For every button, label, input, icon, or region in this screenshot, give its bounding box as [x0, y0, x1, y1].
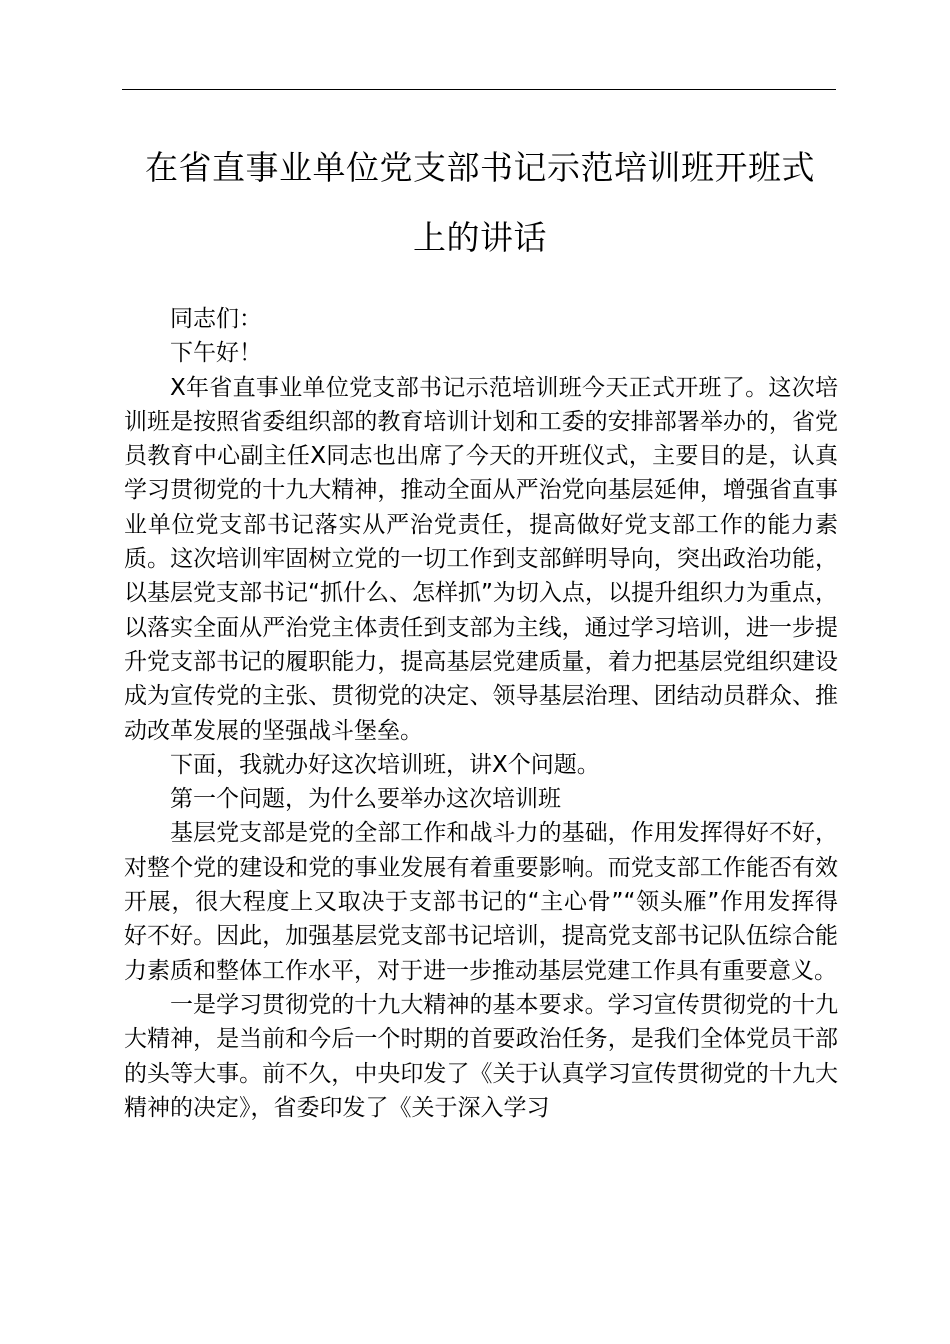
- paragraph-importance: 基层党支部是党的全部工作和战斗力的基础，作用发挥得好不好，对整个党的建设和党的事业发展有着重要影响。而党支部工作能否有效开展，很大程度上又取决于支部书记的“主心骨”“领头雁”作用发挥得好不好。因此，加强基层党支部书记培训，提高党支部书记队伍综合能力素质和整体工作水平，对于进一步推动基层党建工作具有重要意义。: [124, 820, 838, 984]
- title-line-1: 在省直事业单位党支部书记示范培训班开班式: [145, 148, 815, 187]
- greeting: 下午好！: [170, 340, 262, 367]
- paragraph-point-one: 一是学习贯彻党的十九大精神的基本要求。学习宣传贯彻党的十九大精神，是当前和今后一个时期的首要政治任务，是我们全体党员干部的头等大事。前不久，中央印发了《关于认真学习宣传贯彻党的十九大精神的决定》，省委印发了《关于深入学习: [124, 991, 838, 1121]
- document-body: [124, 302, 838, 1125]
- title-line-2: 上的讲话: [413, 218, 547, 257]
- salutation: 同志们：: [170, 306, 262, 332]
- paragraph-opening: X年省直事业单位党支部书记示范培训班今天正式开班了。这次培训班是按照省委组织部的教育培训计划和工委的安排部署举办的，省党员教育中心副主任X同志也出席了今天的开班仪式，主要目的是，认真学习贯彻党的十九大精神，推动全面从严治党向基层延伸，增强省直事业单位党支部书记落实从严治党责任，提高做好党支部工作的能力素质。这次培训牢固树立党的一切工作到支部鲜明导向，突出政治功能，以基层党支部书记“抓什么、怎样抓”为切入点，以提升组织力为重点，以落实全面从严治党主体责任到支部为主线，通过学习培训，进一步提升党支部书记的履职能力，提高基层党建质量，着力把基层党组织建设成为宣传党的主张、贯彻党的决定、领导基层治理、团结动员群众、推动改革发展的坚强战斗堡垒。: [124, 374, 838, 744]
- document-title: [110, 133, 850, 273]
- header-rule: [122, 89, 836, 90]
- paragraph-outline: 下面，我就办好这次培训班，讲X个问题。: [170, 751, 600, 778]
- section-heading-first-question: 第一个问题，为什么要举办这次培训班: [170, 786, 561, 813]
